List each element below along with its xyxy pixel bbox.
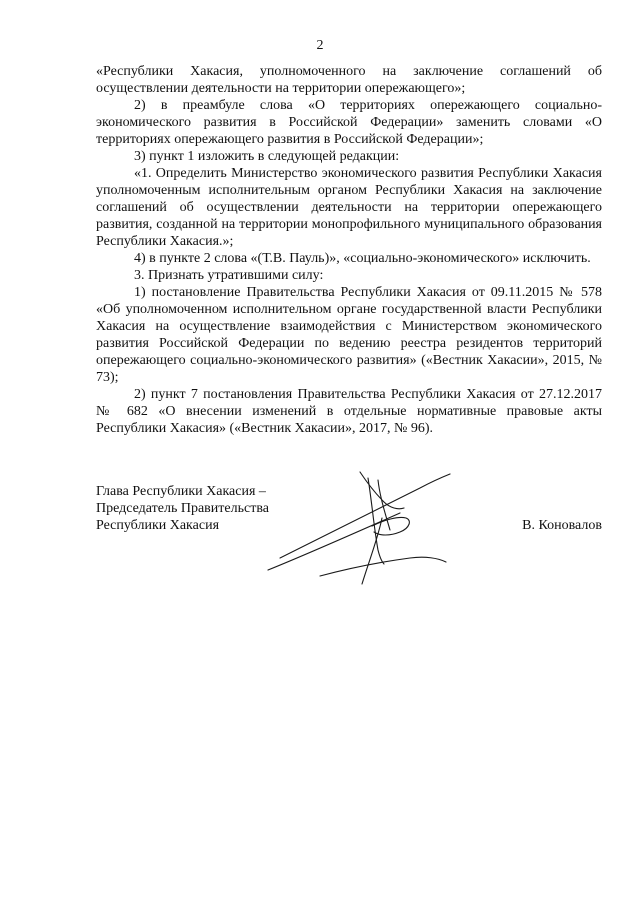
paragraph-item-4: 4) в пункте 2 слова «(Т.В. Пауль)», «социально-экономического» исключить.	[134, 251, 591, 266]
handwritten-signature	[260, 458, 460, 598]
signer-title-line: Республики Хакасия	[96, 518, 220, 533]
paragraph-section-3: 3. Признать утратившими силу:	[134, 268, 324, 283]
page-number: 2	[316, 38, 324, 53]
signer-title	[96, 483, 269, 534]
document-body	[96, 63, 602, 437]
signer-name: В. Коновалов	[522, 518, 602, 533]
signer-title-line: Председатель Правительства	[96, 501, 269, 516]
paragraph-repeal-1: 1) постановление Правительства Республики Хакасия от 09.11.2015 № 578 «Об уполномоченном исполнительном органе государственной власти Республики Хакасия на осуществление взаимодействия с Министерством экономического развития Российской Федерации по ведению реестра резидентов территорий опережающего социально-экономического развития» («Вестник Хакасии», 2015, № 73);	[96, 285, 602, 385]
signer-title-line: Глава Республики Хакасия –	[96, 484, 266, 499]
paragraph-item-2: 2) в преамбуле слова «О территориях опережающего социально-экономического развития в Российской Федерации» заменить словами «О территориях опережающего развития в Российской Федерации»;	[96, 98, 602, 147]
paragraph-continuation: «Республики Хакасия, уполномоченного на заключение соглашений об осуществлении деятельности на территории опережающего»;	[96, 64, 602, 96]
paragraph-repeal-2: 2) пункт 7 постановления Правительства Республики Хакасия от 27.12.2017 № 682 «О внесении изменений в отдельные нормативные правовые акты Республики Хакасия» («Вестник Хакасии», 2017, № 96).	[96, 387, 602, 436]
paragraph-item-3: 3) пункт 1 изложить в следующей редакции:	[134, 149, 400, 164]
paragraph-quoted-point-1: «1. Определить Министерство экономического развития Республики Хакасия уполномоченным исполнительным органом Республики Хакасия на заключение соглашений об осуществлении деятельности на территории опережающего развития, созданной на территории монопрофильного муниципального образования Республики Хакасия.»;	[96, 166, 602, 249]
